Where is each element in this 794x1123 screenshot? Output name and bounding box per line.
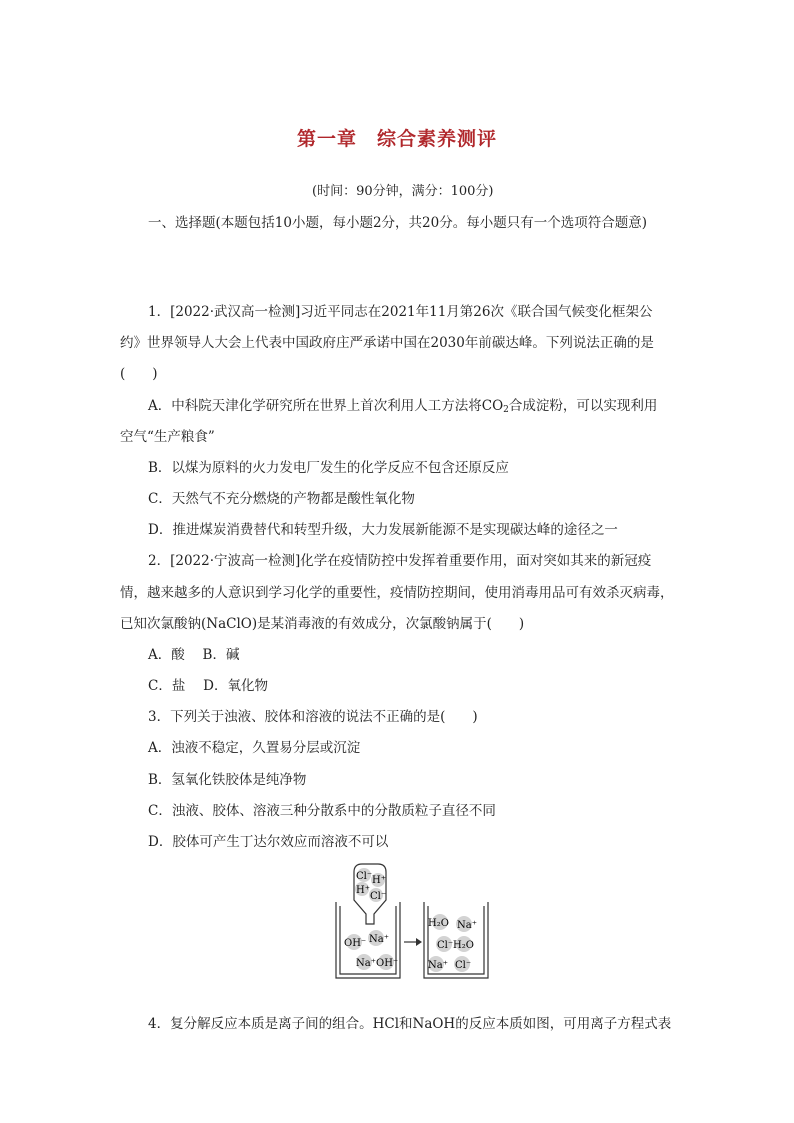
arrow-icon: [404, 938, 422, 946]
q1-option-a-line2: 空气“生产粮食”: [120, 429, 215, 445]
q1-option-a-pre: A．中科院天津化学研究所在世界上首次利用人工方法将CO: [148, 398, 504, 414]
left-ion-3: Na⁺: [356, 958, 376, 969]
q1-option-a-post: 合成淀粉，可以实现利用: [508, 398, 658, 414]
q3-option-d: D．胶体可产生丁达尔效应而溶液不可以: [148, 834, 389, 850]
exam-meta: (时间：90分钟，满分：100分): [312, 184, 494, 199]
right-ion-2: Na⁺: [457, 920, 477, 931]
right-ion-1: H₂O: [428, 918, 449, 929]
q1-option-d: D．推进煤炭消费替代和转型升级，大力发展新能源不是实现碳达峰的途径之一: [148, 522, 618, 538]
right-ion-5: Na⁺: [428, 960, 448, 971]
right-ion-4: H₂O: [453, 940, 474, 951]
left-ion-2: Na⁺: [369, 934, 389, 945]
drop-ion-1: Cl⁻: [356, 871, 373, 882]
q3-option-a: A．浊液不稳定，久置易分层或沉淀: [148, 740, 361, 756]
page-title: 第一章 综合素养测评: [296, 128, 497, 150]
section-heading: 一、选择题(本题包括10小题，每小题2分，共20分。每小题只有一个选项符合题意): [148, 215, 647, 231]
q1-option-c: C．天然气不充分燃烧的产物都是酸性氧化物: [148, 491, 415, 507]
q1-option-a: [148, 400, 657, 415]
q2-options-cd: C．盐 D．氧化物: [148, 678, 268, 694]
q3-stem: 3．下列关于浊液、胶体和溶液的说法不正确的是( ): [148, 709, 478, 725]
q2-stem-line2: 情，越来越多的人意识到学习化学的重要性，疫情防控期间，使用消毒用品可有效杀灭病毒，: [120, 585, 674, 601]
left-ion-4: OH⁻: [376, 958, 399, 969]
q3-option-c: C．浊液、胶体、溶液三种分散系中的分散质粒子直径不同: [148, 803, 496, 819]
right-ion-3: Cl⁻: [437, 940, 454, 951]
q1-stem-line1: 1．[2022·武汉高一检测]习近平同志在2021年11月第26次《联合国气候变化框架公: [148, 304, 653, 320]
q2-stem-line1: 2．[2022·宁波高一检测]化学在疫情防控中发挥着重要作用，面对突如其来的新冠疫: [148, 553, 652, 569]
q3-option-b: B．氢氧化铁胶体是纯净物: [148, 772, 307, 788]
q1-answer-blank: ( ): [120, 366, 158, 382]
drop-ion-4: Cl⁻: [370, 891, 387, 902]
reaction-figure: [334, 862, 494, 984]
q2-options-ab: A．酸 B．碱: [148, 647, 240, 663]
q1-stem-line2: 约》世界领导人大会上代表中国政府庄严承诺中国在2030年前碳达峰。下列说法正确的是: [120, 335, 654, 351]
q1-option-b: B．以煤为原料的火力发电厂发生的化学反应不包含还原反应: [148, 460, 509, 476]
drop-ion-2: H⁺: [372, 875, 386, 886]
q2-stem-line3: 已知次氯酸钠(NaClO)是某消毒液的有效成分，次氯酸钠属于( ): [120, 616, 525, 632]
drop-ion-3: H⁺: [356, 885, 370, 896]
left-ion-1: OH⁻: [344, 938, 367, 949]
q1-option-a-sub: 2: [503, 405, 509, 415]
right-ion-6: Cl⁻: [455, 960, 472, 971]
q4-stem-line1: 4．复分解反应本质是离子间的组合。HCl和NaOH的反应本质如图，可用离子方程式表: [148, 1016, 672, 1032]
